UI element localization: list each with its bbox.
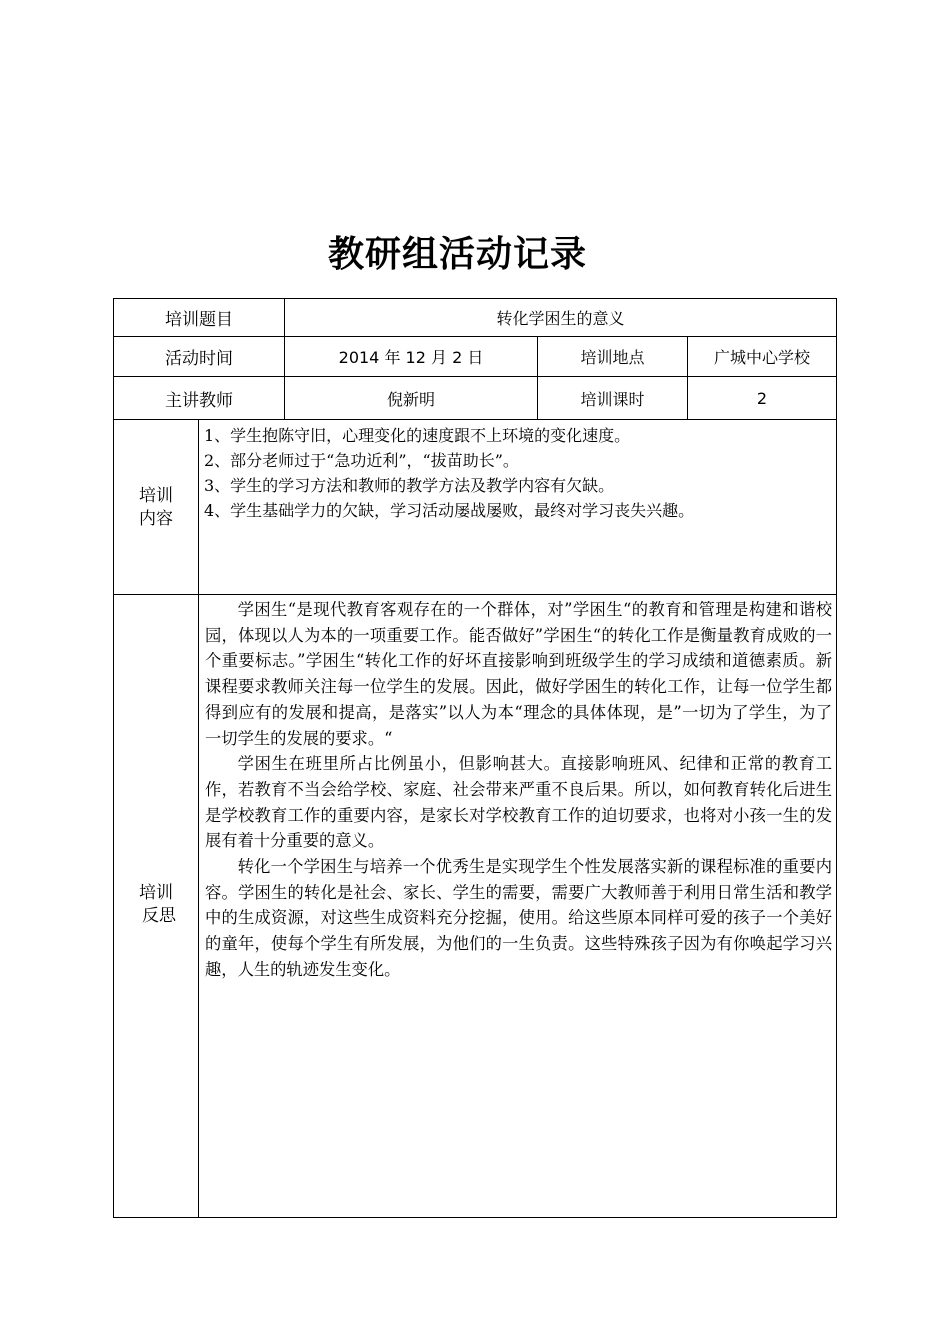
hours-value: 2 bbox=[756, 388, 768, 408]
reflection-label-line2: 反思 bbox=[142, 906, 176, 926]
reflection-text bbox=[205, 597, 832, 983]
list-item: 2、部分老师过于“急功近利”，“拔苗助长”。 bbox=[204, 451, 519, 470]
teacher-label: 主讲教师 bbox=[165, 390, 233, 411]
reflection-paragraph: 学困生在班里所占比例虽小，但影响甚大。直接影响班风、纪律和正常的教育工作，若教育不当会给学校、家庭、社会带来严重不良后果。所以，如何教育转化后进生是学校教育工作的重要内容，是家长对学校教育工作的迫切要求，也将对小孩一生的发展有着十分重要的意义。 bbox=[205, 754, 832, 851]
content-label-line2: 内容 bbox=[139, 509, 173, 529]
place-label: 培训地点 bbox=[580, 348, 645, 367]
record-table bbox=[113, 298, 837, 1218]
content-list bbox=[204, 423, 834, 523]
reflection-label-line1: 培训 bbox=[139, 883, 173, 903]
reflection-label bbox=[114, 882, 198, 928]
topic-value: 转化学困生的意义 bbox=[496, 309, 625, 328]
page-title: 教研组活动记录 bbox=[327, 234, 587, 275]
list-item: 1、学生抱陈守旧，心理变化的速度跟不上环境的变化速度。 bbox=[204, 426, 631, 445]
reflection-paragraph: 转化一个学困生与培养一个优秀生是实现学生个性发展落实新的课程标准的重要内容。学困生的转化是社会、家长、学生的需要，需要广大教师善于利用日常生活和教学中的生成资源，对这些生成资料充分挖掘，使用。给这些原本同样可爱的孩子一个美好的童年，使每个学生有所发展，为他们的一生负责。这些特殊孩子因为有你唤起学习兴趣，人生的轨迹发生变化。 bbox=[205, 857, 832, 979]
list-item: 3、学生的学习方法和教师的教学方法及教学内容有欠缺。 bbox=[204, 476, 615, 495]
column-divider bbox=[198, 419, 199, 1217]
reflection-paragraph: 学困生“是现代教育客观存在的一个群体，对”学困生“的教育和管理是构建和谐校园，体现以人为本的一项重要工作。能否做好”学困生“的转化工作是衡量教育成败的一个重要标志。”学困生“转化工作的好坏直接影响到班级学生的学习成绩和道德素质。新课程要求教师关注每一位学生的发展。因此，做好学困生的转化工作，让每一位学生都得到应有的发展和提高，是落实”以人为本“理念的具体体现，是”一切为了学生，为了一切学生的发展的要求。“ bbox=[205, 600, 832, 748]
row-divider bbox=[114, 594, 836, 595]
content-label-line1: 培训 bbox=[139, 486, 173, 506]
time-value: 2014 年 12 月 2 日 bbox=[338, 348, 484, 367]
hours-label: 培训课时 bbox=[580, 389, 645, 409]
list-item: 4、学生基础学力的欠缺，学习活动屡战屡败，最终对学习丧失兴趣。 bbox=[204, 501, 695, 520]
content-label bbox=[114, 485, 198, 531]
row-divider bbox=[114, 419, 836, 420]
place-value: 广城中心学校 bbox=[713, 348, 810, 367]
teacher-value: 倪新明 bbox=[386, 389, 435, 409]
topic-label: 培训题目 bbox=[165, 310, 233, 330]
time-label: 活动时间 bbox=[165, 349, 233, 369]
